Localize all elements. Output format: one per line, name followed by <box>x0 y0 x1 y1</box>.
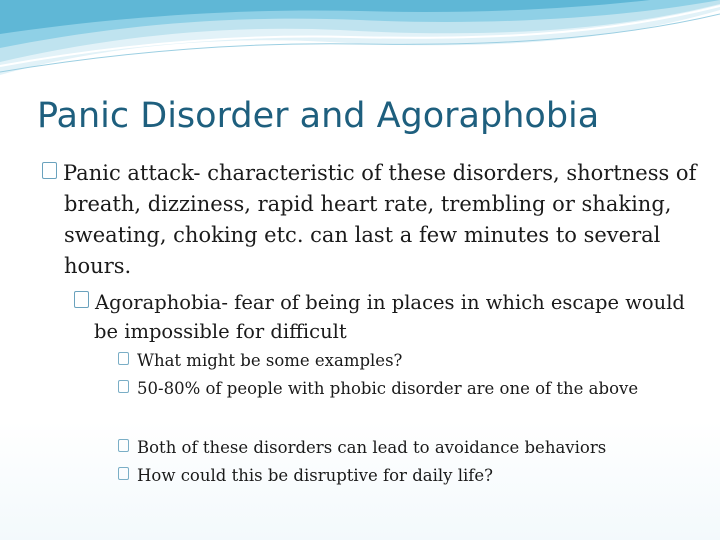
slide-title: Panic Disorder and Agoraphobia <box>37 96 600 136</box>
bullet-agoraphobia <box>74 288 694 346</box>
sub-bullet-examples <box>118 347 698 375</box>
square-bullet-icon <box>118 352 129 365</box>
square-bullet-icon <box>118 380 129 393</box>
sub-bullet-avoidance <box>118 434 698 462</box>
header-wave-decoration <box>0 0 720 90</box>
bullet-text: What might be some examples? <box>137 351 403 370</box>
bullet-text: Panic attack- characteristic of these disorders, shortness of breath, dizziness, rapid heart rate, trembling or shaking, sweating, choking etc. can last a few minutes to several hours. <box>63 161 697 278</box>
bullet-panic-attack <box>42 158 714 282</box>
sub-bullet-daily-life <box>118 462 698 490</box>
sub-bullet-percentage <box>118 375 698 403</box>
square-bullet-icon <box>74 291 89 308</box>
bullet-text: Both of these disorders can lead to avoidance behaviors <box>137 438 607 457</box>
square-bullet-icon <box>42 162 57 179</box>
square-bullet-icon <box>118 467 129 480</box>
bullet-text: Agoraphobia- fear of being in places in which escape would be impossible for difficult <box>94 291 685 343</box>
bullet-text: How could this be disruptive for daily life? <box>137 466 493 485</box>
bullet-text: 50-80% of people with phobic disorder are one of the above <box>137 379 639 398</box>
square-bullet-icon <box>118 439 129 452</box>
